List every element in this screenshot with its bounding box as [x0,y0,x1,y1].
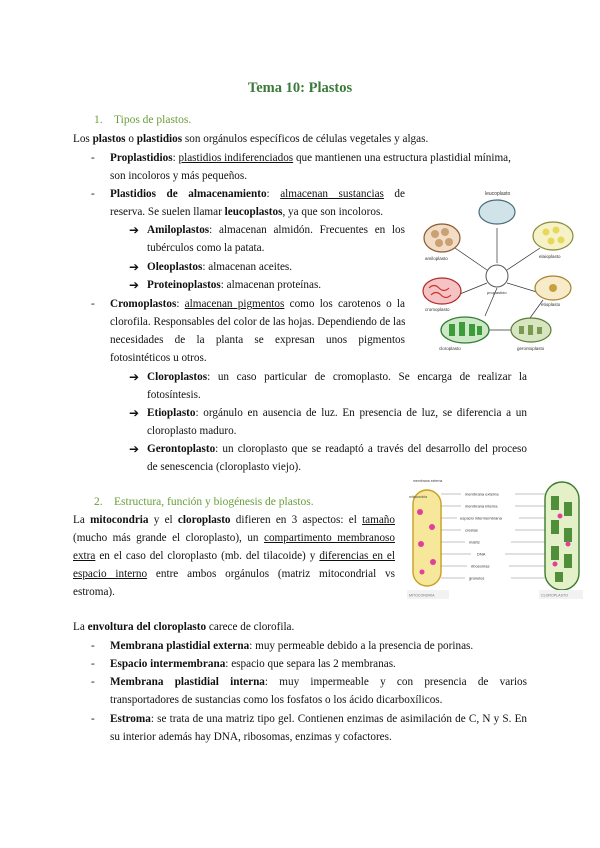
plastid-types-figure [415,188,585,353]
elaioplast-shape [533,222,573,250]
arrow-bullet-icon: ➔ [129,370,140,384]
etioplasto-item: Etioplasto: orgánulo en ausencia de luz. En presencia de luz, se diferencia a un [147,407,527,419]
proplastidios-item: Proplastidios: plastidios indiferenciados que mantienen una estructura plastidial mínima, [110,152,511,164]
label-leucoplasto: leucoplasto [485,191,511,197]
intro-paragraph: Los plastos o plastidios son orgánulos específicos de células vegetales y algas. [73,133,429,145]
page-title: Tema 10: Plastos [247,80,353,96]
cromoplastos-item-line2: clorofila. Responsables del color de las hojas. Dependiendo de las [110,316,406,328]
almacenamiento-item: Plastidios de almacenamiento: almacenan sustancias de [110,188,405,200]
svg-text:espacio intermembrana: espacio intermembrana [460,515,502,521]
bullet-dash: - [91,713,95,725]
membrana-externa-item: Membrana plastidial externa: muy permeable debido a la presencia de porinas. [110,640,474,652]
cloro-caption: CLOROPLASTO [541,593,568,598]
cromoplastos-item-line3: necesidades de la planta se expresan unos pigmentos [110,334,405,346]
section-2-heading: 2. Estructura, función y biogénesis de plastos. [94,496,314,508]
bullet-dash: - [91,188,95,200]
comparison-paragraph-line1: La mitocondria y el cloroplasto difieren en 3 aspectos: el tamaño [73,514,395,526]
svg-text:matriz: matriz [469,539,480,545]
starch-grain [431,230,439,238]
oil-droplet [548,238,555,245]
svg-text:DNA: DNA [477,551,486,557]
gerontoplasto-item: Gerontoplasto: un cloroplasto que se readaptó a través del desarrollo del proceso [147,443,527,455]
proteinoplastos-item: Proteinoplastos: almacenan proteínas. [147,279,322,291]
proplastidios-item-line2: son incoloros y más pequeños. [110,170,248,182]
espacio-intermembrana-item: Espacio intermembrana: espacio que separa las 2 membranas. [110,658,396,670]
cromoplastos-item: Cromoplastos: almacenan pigmentos como los carotenos o la [110,298,405,310]
leucoplast-shape [479,200,515,224]
label-proplastido: proplastido [487,290,507,295]
mito-caption: MITOCONDRIA [409,593,435,598]
label-elaioplasto: elaioplasto [539,254,561,259]
oil-droplet [553,227,560,234]
svg-text:crestas: crestas [465,527,478,533]
oil-droplet [543,229,550,236]
section-1-heading: 1. Tipos de plastos. [94,114,192,126]
cloroplastos-item-line2: fotosíntesis. [147,389,201,401]
label-left: mitocondria [409,495,428,499]
label-gerontoplasto: gerontoplasto [517,346,545,351]
starch-grain [441,228,449,236]
membrana-interna-item-line2: transportadores de sustancias como los fosfatos o los ácido dicarboxílicos. [110,694,443,706]
label-top: membrana externa [413,479,443,483]
svg-text:granulos: granulos [469,575,485,581]
svg-text:membrana interna: membrana interna [465,503,498,509]
label-amiloplasto: amiloplasto [425,256,448,261]
mitochondrion-shape [413,490,441,586]
comparison-paragraph-line5: estroma). [73,586,115,598]
bullet-dash: - [91,676,95,688]
mito-chloroplast-figure [405,472,585,604]
oleoplastos-item: Oleoplastos: almacenan aceites. [147,261,293,273]
amiloplastos-item: Amiloplastos: almacenan almidón. Frecuentes en los [147,224,405,236]
proplastid-shape [486,265,508,287]
arrow-bullet-icon: ➔ [129,223,140,237]
bullet-dash: - [91,640,95,652]
estroma-item-line2: su interior además hay DNA, ribosomas, enzimas y cofactores. [110,731,392,743]
svg-text:membrana externa: membrana externa [465,491,499,497]
starch-grain [445,238,453,246]
oil-droplet [558,237,565,244]
arrow-bullet-icon: ➔ [129,442,140,456]
label-etioplasto: etioplasto [541,302,561,307]
amiloplastos-item-line2: tubérculos como la patata. [147,242,265,254]
amyloplast-shape [424,224,460,252]
comparison-paragraph-line3: extra en el caso del cloroplasto (mb. del tilacoide) y diferencias en el [73,550,395,562]
etioplasto-item-line2: cloroplasto maduro. [147,425,237,437]
envoltura-paragraph: La envoltura del cloroplasto carece de clorofila. [73,621,295,633]
svg-text:ribosomas: ribosomas [471,563,490,569]
gerontoplasto-item-line2: de senescencia (cloroplasto viejo). [147,461,302,473]
starch-grain [435,239,443,247]
bullet-dash: - [91,152,95,164]
prolamellar-body [549,284,557,292]
membrana-interna-item: Membrana plastidial interna: muy impermeable y con presencia de varios [110,676,527,688]
cloroplastos-item: Cloroplastos: un caso particular de cromoplasto. Se encarga de realizar la [147,371,527,383]
label-cromoplasto: cromoplasto [425,307,450,312]
bullet-dash: - [91,658,95,670]
chromoplast-shape [423,278,461,304]
bullet-dash: - [91,298,95,310]
label-cloroplasto: cloroplasto [439,346,461,351]
comparison-paragraph-line4: espacio interno entre ambos orgánulos (matriz mitocondrial vs [73,568,395,580]
almacenamiento-item-line2: reserva. Se suelen llamar leucoplastos, ya que son incoloros. [110,206,384,218]
cromoplastos-item-line4: fotosintéticos u otros. [110,352,207,364]
arrow-bullet-icon: ➔ [129,406,140,420]
arrow-bullet-icon: ➔ [129,278,140,292]
estroma-item: Estroma: se trata de una matriz tipo gel. Contienen enzimas de asimilación de C, N y S. En [110,713,527,725]
comparison-paragraph-line2: (mucho más grande el cloroplasto), un compartimento membranoso [73,532,395,544]
arrow-bullet-icon: ➔ [129,260,140,274]
